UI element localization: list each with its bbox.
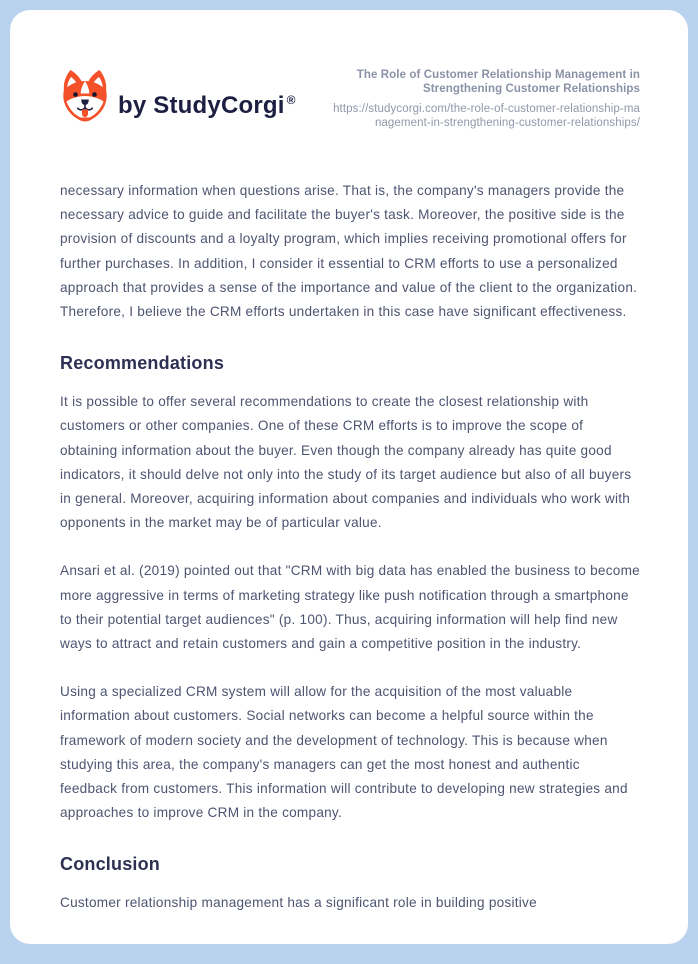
heading-conclusion: Conclusion xyxy=(60,854,160,875)
document-body xyxy=(60,179,640,916)
paragraph-recommendations-3: Using a specialized CRM system will allow for the acquisition of the most valuable information about customers. Social networks can become a helpful source within the framework of modern society and the development of technology. This is because when studying this area, the company's managers can get the most honest and authentic feedback from customers. This information will contribute to developing new strategies and approaches to improve CRM in the company. xyxy=(60,684,628,821)
document-meta xyxy=(330,66,640,130)
paragraph-recommendations-1: It is possible to offer several recommendations to create the closest relationship with customers or other companies. One of these CRM efforts is to improve the scope of obtaining information about the buyer. Even though the company already has quite good indicators, it should delve not only into the study of its target audience but also of all buyers in general. Moreover, acquiring information about companies and individuals who work with opponents in the market may be of particular value. xyxy=(60,394,632,531)
heading-recommendations: Recommendations xyxy=(60,353,225,374)
paragraph-recommendations-2: Ansari et al. (2019) pointed out that "CRM with big data has enabled the business to become more aggressive in terms of marketing strategy like push notification through a smartphone to their potential target audiences" (p. 100). Thus, acquiring information will help find new ways to attract and retain customers and gain a competitive position in the industry. xyxy=(60,563,640,652)
brand-wordmark: by StudyCorgi ® xyxy=(118,92,296,119)
registered-trademark-symbol: ® xyxy=(286,93,296,107)
document-url-link[interactable]: https://studycorgi.com/the-role-of-customer-relationship-management-in-strengthening-customer-relationships/ xyxy=(333,103,640,129)
paragraph-conclusion: Customer relationship management has a significant role in building positive xyxy=(60,895,537,911)
document-header xyxy=(60,66,640,130)
document-page xyxy=(10,10,688,944)
corgi-logo-icon xyxy=(60,68,110,126)
studycorgi-brand xyxy=(60,66,296,126)
document-title: The Role of Customer Relationship Management in Strengthening Customer Relationships xyxy=(356,69,640,95)
paragraph-intro-continued: necessary information when questions arise. That is, the company's managers provide the necessary advice to guide and facilitate the buyer's task. Moreover, the positive side is the provision of discounts and a loyalty program, which implies receiving promotional offers for further purchases. In addition, I consider it essential to CRM efforts to use a personalized approach that provides a sense of the importance and value of the client to the organization. Therefore, I believe the CRM efforts undertaken in this case have significant effectiveness. xyxy=(60,183,638,320)
